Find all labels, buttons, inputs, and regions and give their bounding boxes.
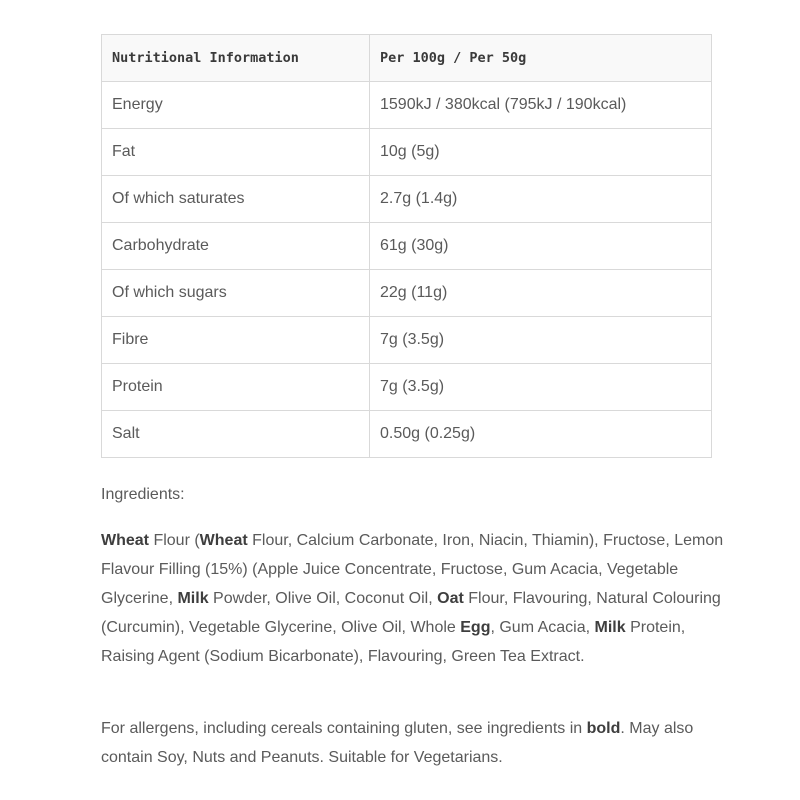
nutrition-header-row	[102, 35, 712, 82]
table-row	[102, 82, 712, 129]
nutrition-header-label: Nutritional Information	[102, 35, 370, 82]
nutrient-label: Carbohydrate	[102, 223, 370, 270]
allergen-highlight: bold	[586, 720, 621, 737]
text-segment: . May also contain Soy, Nuts and Peanuts. Suitable for Vegetarians.	[101, 720, 694, 766]
table-row	[102, 129, 712, 176]
nutrient-label: Energy	[102, 82, 370, 129]
text-segment: Powder, Olive Oil, Coconut Oil,	[208, 590, 438, 607]
table-row	[102, 411, 712, 458]
nutrient-value: 61g (30g)	[370, 223, 712, 270]
nutrient-label: Fibre	[102, 317, 370, 364]
ingredients-heading: Ingredients:	[101, 486, 185, 503]
nutrient-label: Of which saturates	[102, 176, 370, 223]
table-row	[102, 317, 712, 364]
nutrient-value: 1590kJ / 380kcal (795kJ / 190kcal)	[370, 82, 712, 129]
nutrient-value: 2.7g (1.4g)	[370, 176, 712, 223]
text-segment: Flour, Calcium Carbonate, Iron, Niacin, Thiamin), Fructose, Lemon Flavour Filling (15%) (Apple Juice Concentrate, Fructose, Gum Acacia, Vegetable Glycerine,	[101, 532, 724, 607]
nutrient-value: 10g (5g)	[370, 129, 712, 176]
text-segment: , Gum Acacia,	[490, 619, 595, 636]
nutrient-label: Fat	[102, 129, 370, 176]
allergen-highlight: Egg	[460, 619, 491, 636]
text-segment: For allergens, including cereals containing gluten, see ingredients in	[101, 720, 587, 737]
nutrition-table-body	[102, 82, 712, 458]
allergen-highlight: Oat	[437, 590, 464, 607]
nutrient-value: 7g (3.5g)	[370, 317, 712, 364]
text-segment: Flour (	[149, 532, 200, 549]
nutrient-label: Salt	[102, 411, 370, 458]
table-row	[102, 270, 712, 317]
allergen-highlight: Wheat	[101, 532, 149, 549]
text-segment: Flour, Flavouring, Natural Colouring (Curcumin), Vegetable Glycerine, Olive Oil, Whole	[101, 590, 721, 636]
allergen-highlight: Milk	[177, 590, 209, 607]
table-row	[102, 223, 712, 270]
nutrient-label: Protein	[102, 364, 370, 411]
text-segment: Protein, Raising Agent (Sodium Bicarbonate), Flavouring, Green Tea Extract.	[101, 619, 686, 665]
nutrition-table	[101, 34, 712, 458]
table-row	[102, 364, 712, 411]
table-row	[102, 176, 712, 223]
allergen-statement	[101, 714, 726, 772]
nutrition-header-value: Per 100g / Per 50g	[370, 35, 712, 82]
ingredients-list	[101, 526, 726, 671]
nutrient-value: 22g (11g)	[370, 270, 712, 317]
nutrient-value: 0.50g (0.25g)	[370, 411, 712, 458]
nutrient-value: 7g (3.5g)	[370, 364, 712, 411]
nutrient-label: Of which sugars	[102, 270, 370, 317]
allergen-highlight: Milk	[594, 619, 626, 636]
allergen-highlight: Wheat	[199, 532, 248, 549]
